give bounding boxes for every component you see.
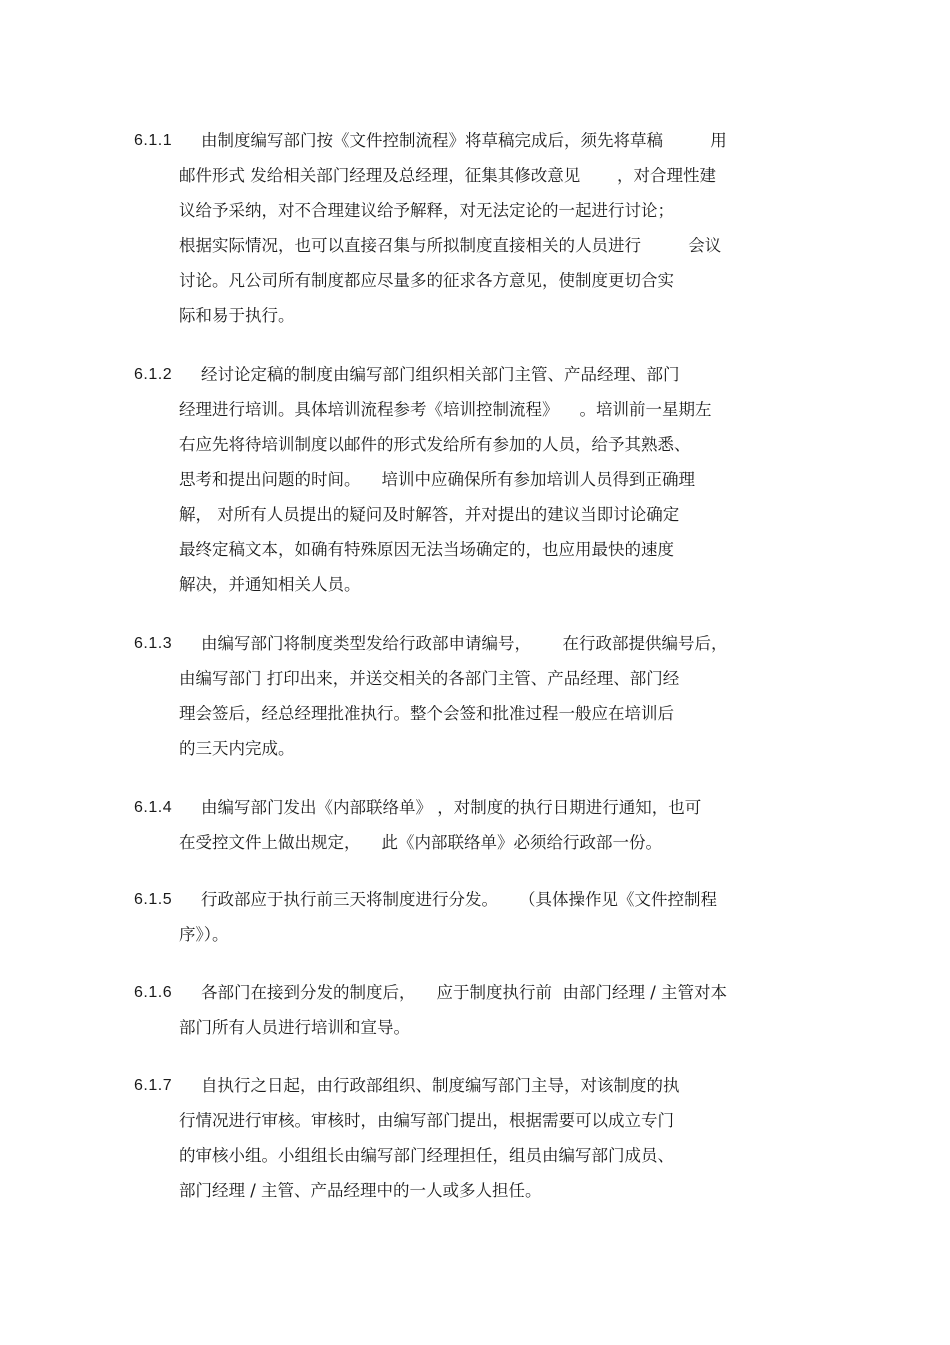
paragraph-line: 解决，并通知相关人员。: [179, 575, 361, 594]
paragraph-line: 解， 对所有人员提出的疑问及时解答，并对提出的建议当即讨论确定: [179, 505, 680, 524]
paragraph-line: 部门所有人员进行培训和宣导。: [179, 1018, 410, 1037]
section-number: 6.1.1: [134, 132, 173, 149]
section-number: 6.1.4: [134, 799, 173, 816]
paragraph-line: 的三天内完成。: [179, 739, 295, 758]
paragraph-line: 思考和提出问题的时间。 培训中应确保所有参加培训人员得到正确理: [179, 470, 695, 489]
section-number: 6.1.7: [134, 1077, 173, 1094]
paragraph-line: 经理进行培训。具体培训流程参考《培训控制流程》 。培训前一星期左: [179, 400, 712, 419]
section-number: 6.1.2: [134, 366, 173, 383]
paragraph-line: 自执行之日起，由行政部组织、制度编写部门主导，对该制度的执: [201, 1076, 680, 1095]
paragraph-line: 由编写部门将制度类型发给行政部申请编号， 在行政部提供编号后，: [201, 634, 728, 653]
paragraph-line: 讨论。凡公司所有制度都应尽量多的征求各方意见，使制度更切合实: [179, 271, 674, 290]
paragraph-line: 邮件形式 发给相关部门经理及总经理，征集其修改意见 ，对合理性建: [179, 166, 716, 185]
paragraph-line: 行政部应于执行前三天将制度进行分发。 （具体操作见《文件控制程: [201, 890, 717, 909]
paragraph-line: 由制度编写部门按《文件控制流程》将草稿完成后，须先将草稿 用: [201, 131, 727, 150]
paragraph-line: 由编写部门发出《内部联络单》 ，对制度的执行日期进行通知，也可: [201, 798, 702, 817]
paragraph-line: 议给予采纳，对不合理建议给予解释，对无法定论的一起进行讨论；: [179, 201, 674, 220]
paragraph-line: 右应先将待培训制度以邮件的形式发给所有参加的人员，给予其熟悉、: [179, 435, 691, 454]
paragraph-line: 经讨论定稿的制度由编写部门组织相关部门主管、产品经理、部门: [201, 365, 680, 384]
paragraph-line: 在受控文件上做出规定， 此《内部联络单》必须给行政部一份。: [179, 833, 662, 852]
section-number: 6.1.3: [134, 635, 173, 652]
section-number: 6.1.5: [134, 891, 173, 908]
paragraph-line: 最终定稿文本，如确有特殊原因无法当场确定的，也应用最快的速度: [179, 540, 674, 559]
paragraph-line: 根据实际情况，也可以直接召集与所拟制度直接相关的人员进行 会议: [179, 236, 722, 255]
paragraph-line: 部门经理 / 主管、产品经理中的一人或多人担任。: [179, 1181, 542, 1200]
paragraph-line: 由编写部门 打印出来，并送交相关的各部门主管、产品经理、部门经: [179, 669, 680, 688]
paragraph-line: 际和易于执行。: [179, 306, 295, 325]
section-number: 6.1.6: [134, 984, 173, 1001]
paragraph-line: 序》）。: [179, 925, 229, 944]
paragraph-line: 理会签后，经总经理批准执行。整个会签和批准过程一般应在培训后: [179, 704, 674, 723]
paragraph-line: 的审核小组。小组组长由编写部门经理担任，组员由编写部门成员、: [179, 1146, 674, 1165]
paragraph-line: 各部门在接到分发的制度后， 应于制度执行前 由部门经理 / 主管对本: [201, 983, 728, 1002]
paragraph-line: 行情况进行审核。审核时，由编写部门提出，根据需要可以成立专门: [179, 1111, 674, 1130]
